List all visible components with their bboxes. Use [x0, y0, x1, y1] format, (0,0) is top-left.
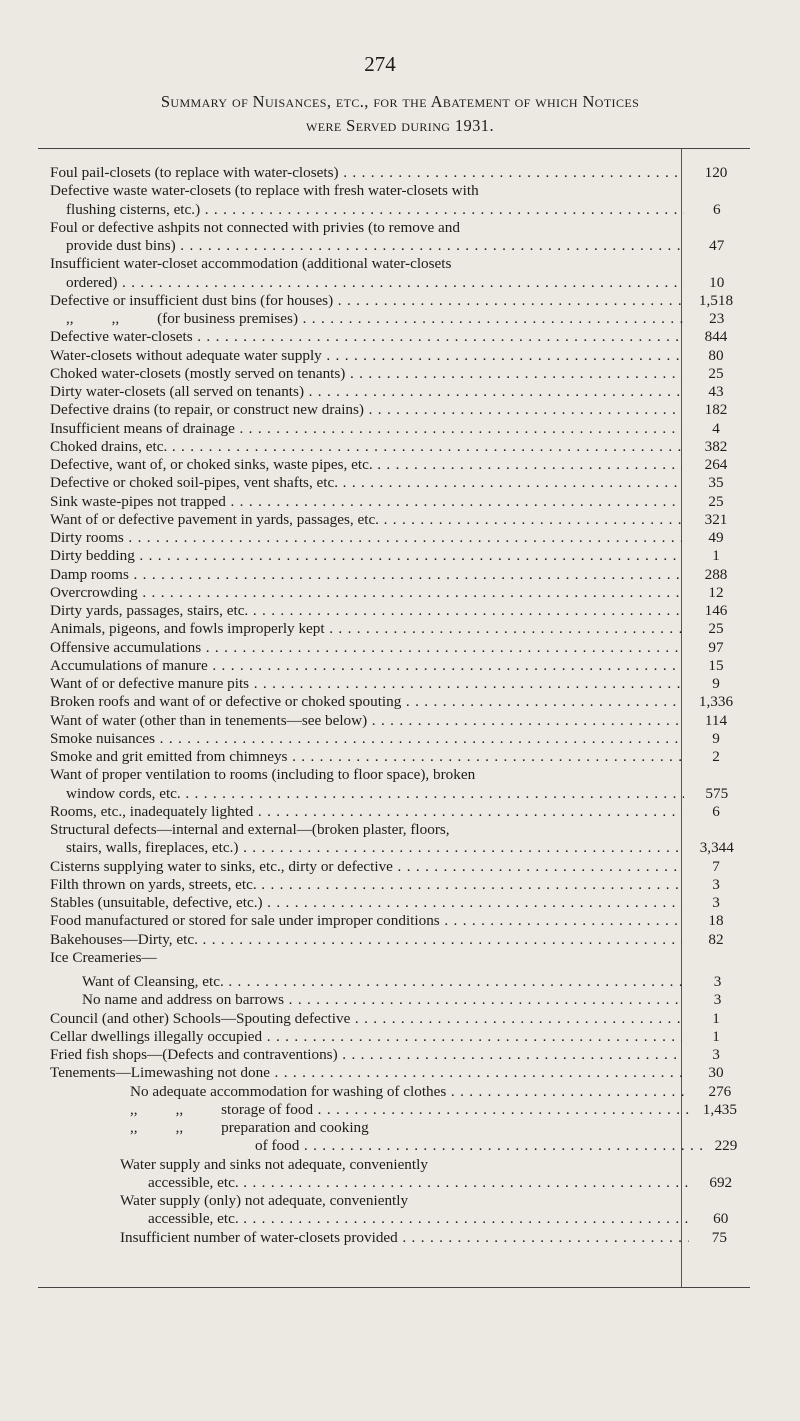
table-row: [50, 201, 750, 219]
row-description: ordered) . . .: [50, 274, 684, 292]
table-rows: [50, 164, 750, 1247]
table-row: [50, 894, 750, 912]
page-number: 274: [364, 52, 396, 76]
heading-line-2: were Served during 1931.: [306, 116, 494, 135]
table-row: [50, 1083, 750, 1101]
row-description: stairs, walls, fireplaces, etc.) . . .: [50, 839, 684, 857]
row-description: Want of or defective pavement in yards, passages, etc. . . .: [50, 511, 682, 529]
row-count: 182: [704, 401, 728, 419]
row-count: 12: [708, 583, 724, 601]
row-description: Defective or insufficient dust bins (for houses) . . .: [50, 292, 682, 310]
row-description: ,, ,, storage of food . . .: [50, 1101, 690, 1119]
row-count: 47: [709, 237, 725, 254]
table-row: [50, 365, 750, 383]
row-description: Fried fish shops—(Defects and contraventions) . . .: [50, 1046, 682, 1064]
row-description: provide dust bins) . . .: [50, 237, 684, 255]
table-row: [50, 876, 750, 894]
row-description: Structural defects—internal and external—(broken plaster, floors,: [50, 821, 450, 838]
table-row: [50, 1229, 750, 1247]
row-description: window cords, etc. . . .: [50, 785, 684, 803]
row-count: 23: [709, 310, 725, 327]
row-description: Cellar dwellings illegally occupied . . .: [50, 1028, 682, 1046]
table-row: [50, 529, 750, 547]
table-row: [50, 1064, 750, 1082]
row-description: Ice Creameries—: [50, 948, 157, 966]
row-count: 288: [704, 565, 728, 583]
row-count: 82: [708, 930, 724, 948]
table-row: [50, 547, 750, 565]
table-row: [50, 1010, 750, 1028]
row-count: 1,336: [698, 693, 734, 711]
table-row: [50, 456, 750, 474]
row-description: Stables (unsuitable, defective, etc.) . . .: [50, 894, 682, 912]
row-count: 97: [708, 638, 724, 656]
row-count: 1: [712, 1027, 720, 1045]
row-description: Insufficient number of water-closets provided . . .: [50, 1229, 689, 1247]
row-description: Offensive accumulations . . .: [50, 639, 682, 657]
row-count: 2: [712, 748, 720, 765]
table-row: [50, 438, 750, 456]
row-count: 120: [704, 164, 728, 181]
row-count: 75: [711, 1228, 727, 1246]
table-row: [50, 973, 750, 991]
row-count: 692: [709, 1173, 733, 1191]
row-count: 49: [708, 529, 724, 546]
row-count: 276: [708, 1082, 732, 1100]
table-row: [50, 274, 750, 292]
table-row: [50, 858, 750, 876]
row-count: 114: [704, 711, 728, 729]
table-row: [50, 566, 750, 584]
row-count: 321: [704, 510, 728, 528]
table-row: [50, 511, 750, 529]
table-row: [50, 1156, 750, 1174]
row-description: of food . . .: [50, 1137, 702, 1155]
row-count: 1,518: [698, 291, 734, 309]
table-row: [50, 1174, 750, 1192]
row-description: Smoke and grit emitted from chimneys . . .: [50, 748, 682, 766]
row-count: 25: [708, 620, 724, 638]
row-count: 35: [708, 474, 724, 492]
row-count: 80: [708, 346, 724, 364]
row-count: 264: [704, 456, 728, 473]
row-count: 15: [708, 656, 724, 674]
row-count: 6: [712, 802, 720, 820]
table-row: [50, 602, 750, 620]
row-count: 4: [712, 419, 720, 437]
table-row: [50, 785, 750, 803]
row-count: 382: [704, 437, 728, 455]
table-row: [50, 182, 750, 200]
row-count: 6: [712, 200, 721, 218]
table-row: [50, 931, 750, 949]
row-count: 1,435: [702, 1100, 737, 1118]
row-description: Damp rooms . . .: [50, 566, 682, 584]
row-description: No name and address on barrows . . .: [50, 991, 685, 1009]
row-description: Sink waste-pipes not trapped . . .: [50, 493, 682, 511]
row-description: Want of proper ventilation to rooms (including to floor space), broken: [50, 766, 476, 784]
row-count: 3: [712, 894, 720, 911]
row-description: Foul or defective ashpits not connected with privies (to remove and: [50, 218, 460, 236]
row-description: Defective water-closets . . .: [50, 328, 682, 346]
row-description: Foul pail-closets (to replace with water-closets) . . .: [50, 164, 682, 182]
table-row: [50, 237, 750, 255]
table-row: [50, 748, 750, 766]
row-description: ,, ,, (for business premises) . . .: [50, 310, 684, 328]
row-description: Accumulations of manure . . .: [50, 657, 682, 675]
row-description: Overcrowding . . .: [50, 584, 682, 602]
row-description: Broken roofs and want of or defective or choked spouting . . .: [50, 693, 682, 711]
row-count: 3: [713, 973, 722, 990]
table-row: [50, 639, 750, 657]
row-count: 3: [713, 991, 722, 1009]
row-count: 3: [712, 1046, 720, 1063]
row-description: Dirty bedding . . .: [50, 547, 682, 565]
row-description: No adequate accommodation for washing of clothes . . .: [50, 1083, 690, 1101]
row-description: Animals, pigeons, and fowls improperly kept . . .: [50, 620, 682, 638]
table-row: [50, 1137, 750, 1155]
table-row: [50, 219, 750, 237]
row-description: ,, ,, preparation and cooking: [130, 1119, 369, 1136]
table-row: [50, 1119, 750, 1137]
table-row: [50, 949, 750, 967]
row-count: 60: [713, 1210, 729, 1228]
row-description: Want of water (other than in tenements—see below) . . .: [50, 712, 682, 730]
row-count: 844: [704, 328, 728, 346]
heading-line-1: Summary of Nuisances, etc., for the Abatement of which Notices: [160, 92, 640, 111]
row-description: Defective or choked soil-pipes, vent shafts, etc. . . .: [50, 474, 682, 492]
table-row: [50, 310, 750, 328]
row-count: 1: [712, 1009, 720, 1027]
row-count: 9: [712, 729, 720, 747]
row-description: Choked water-closets (mostly served on tenants) . . .: [50, 365, 682, 383]
nuisance-table: [38, 148, 750, 1288]
table-row: [50, 730, 750, 748]
table-row: [50, 1192, 750, 1210]
row-description: Dirty rooms . . .: [50, 529, 682, 547]
table-row: [50, 383, 750, 401]
row-description: Choked drains, etc. . . .: [50, 438, 682, 456]
table-row: [50, 401, 750, 419]
row-count: 229: [714, 1137, 738, 1155]
row-description: Cisterns supplying water to sinks, etc., dirty or defective . . .: [50, 858, 682, 876]
row-count: 146: [704, 602, 728, 619]
row-description: Defective, want of, or choked sinks, waste pipes, etc. . . .: [50, 456, 682, 474]
row-description: Smoke nuisances . . .: [50, 730, 682, 748]
row-description: Water supply (only) not adequate, conveniently: [120, 1192, 409, 1209]
table-row: [50, 164, 750, 182]
row-count: 18: [708, 912, 724, 930]
table-row: [50, 493, 750, 511]
row-description: accessible, etc. . . .: [50, 1174, 692, 1192]
row-description: Defective waste water-closets (to replace with fresh water-closets with: [50, 182, 479, 200]
row-description: Rooms, etc., inadequately lighted . . .: [50, 803, 682, 821]
row-description: Water supply and sinks not adequate, conveniently: [120, 1155, 428, 1173]
table-row: [50, 1028, 750, 1046]
row-description: Want of Cleansing, etc. . . .: [50, 973, 685, 991]
row-count: 575: [705, 784, 729, 802]
table-row: [50, 347, 750, 365]
table-row: [50, 1101, 750, 1119]
table-row: [50, 584, 750, 602]
table-row: [50, 675, 750, 693]
row-count: 10: [709, 273, 725, 291]
row-description: Water-closets without adequate water supply . . .: [50, 347, 682, 365]
row-description: flushing cisterns, etc.) . . .: [50, 201, 684, 219]
row-count: 1: [712, 547, 720, 565]
row-description: Filth thrown on yards, streets, etc. . . .: [50, 876, 682, 894]
table-heading: [40, 90, 760, 138]
row-description: Tenements—Limewashing not done . . .: [50, 1064, 682, 1082]
table-row: [50, 255, 750, 273]
table-row: [50, 620, 750, 638]
row-count: 43: [708, 383, 724, 400]
table-row: [50, 839, 750, 857]
row-count: 7: [712, 857, 720, 875]
table-row: [50, 912, 750, 930]
row-description: Food manufactured or stored for sale under improper conditions . . .: [50, 912, 682, 930]
table-row: [50, 1046, 750, 1064]
row-count: 9: [712, 675, 720, 692]
row-description: Dirty yards, passages, stairs, etc. . . .: [50, 602, 682, 620]
table-row: [50, 991, 750, 1009]
row-description: Insufficient means of drainage . . .: [50, 420, 682, 438]
table-row: [50, 657, 750, 675]
table-row: [50, 766, 750, 784]
row-description: Dirty water-closets (all served on tenants) . . .: [50, 383, 682, 401]
table-row: [50, 1210, 750, 1228]
table-row: [50, 474, 750, 492]
row-count: 3: [712, 875, 720, 893]
table-row: [50, 712, 750, 730]
row-description: accessible, etc. . . .: [50, 1210, 692, 1228]
table-row: [50, 420, 750, 438]
row-description: Insufficient water-closet accommodation (additional water-closets: [50, 255, 452, 273]
table-row: [50, 821, 750, 839]
row-description: Council (and other) Schools—Spouting defective . . .: [50, 1010, 682, 1028]
table-row: [50, 328, 750, 346]
row-description: Defective drains (to repair, or construct new drains) . . .: [50, 401, 682, 419]
row-description: Bakehouses—Dirty, etc. . . .: [50, 931, 682, 949]
row-count: 30: [708, 1064, 724, 1082]
table-row: [50, 292, 750, 310]
row-count: 3,344: [699, 839, 734, 857]
table-row: [50, 693, 750, 711]
row-description: Want of or defective manure pits . . .: [50, 675, 682, 693]
row-count: 25: [708, 364, 724, 382]
row-count: 25: [708, 492, 724, 510]
table-row: [50, 803, 750, 821]
